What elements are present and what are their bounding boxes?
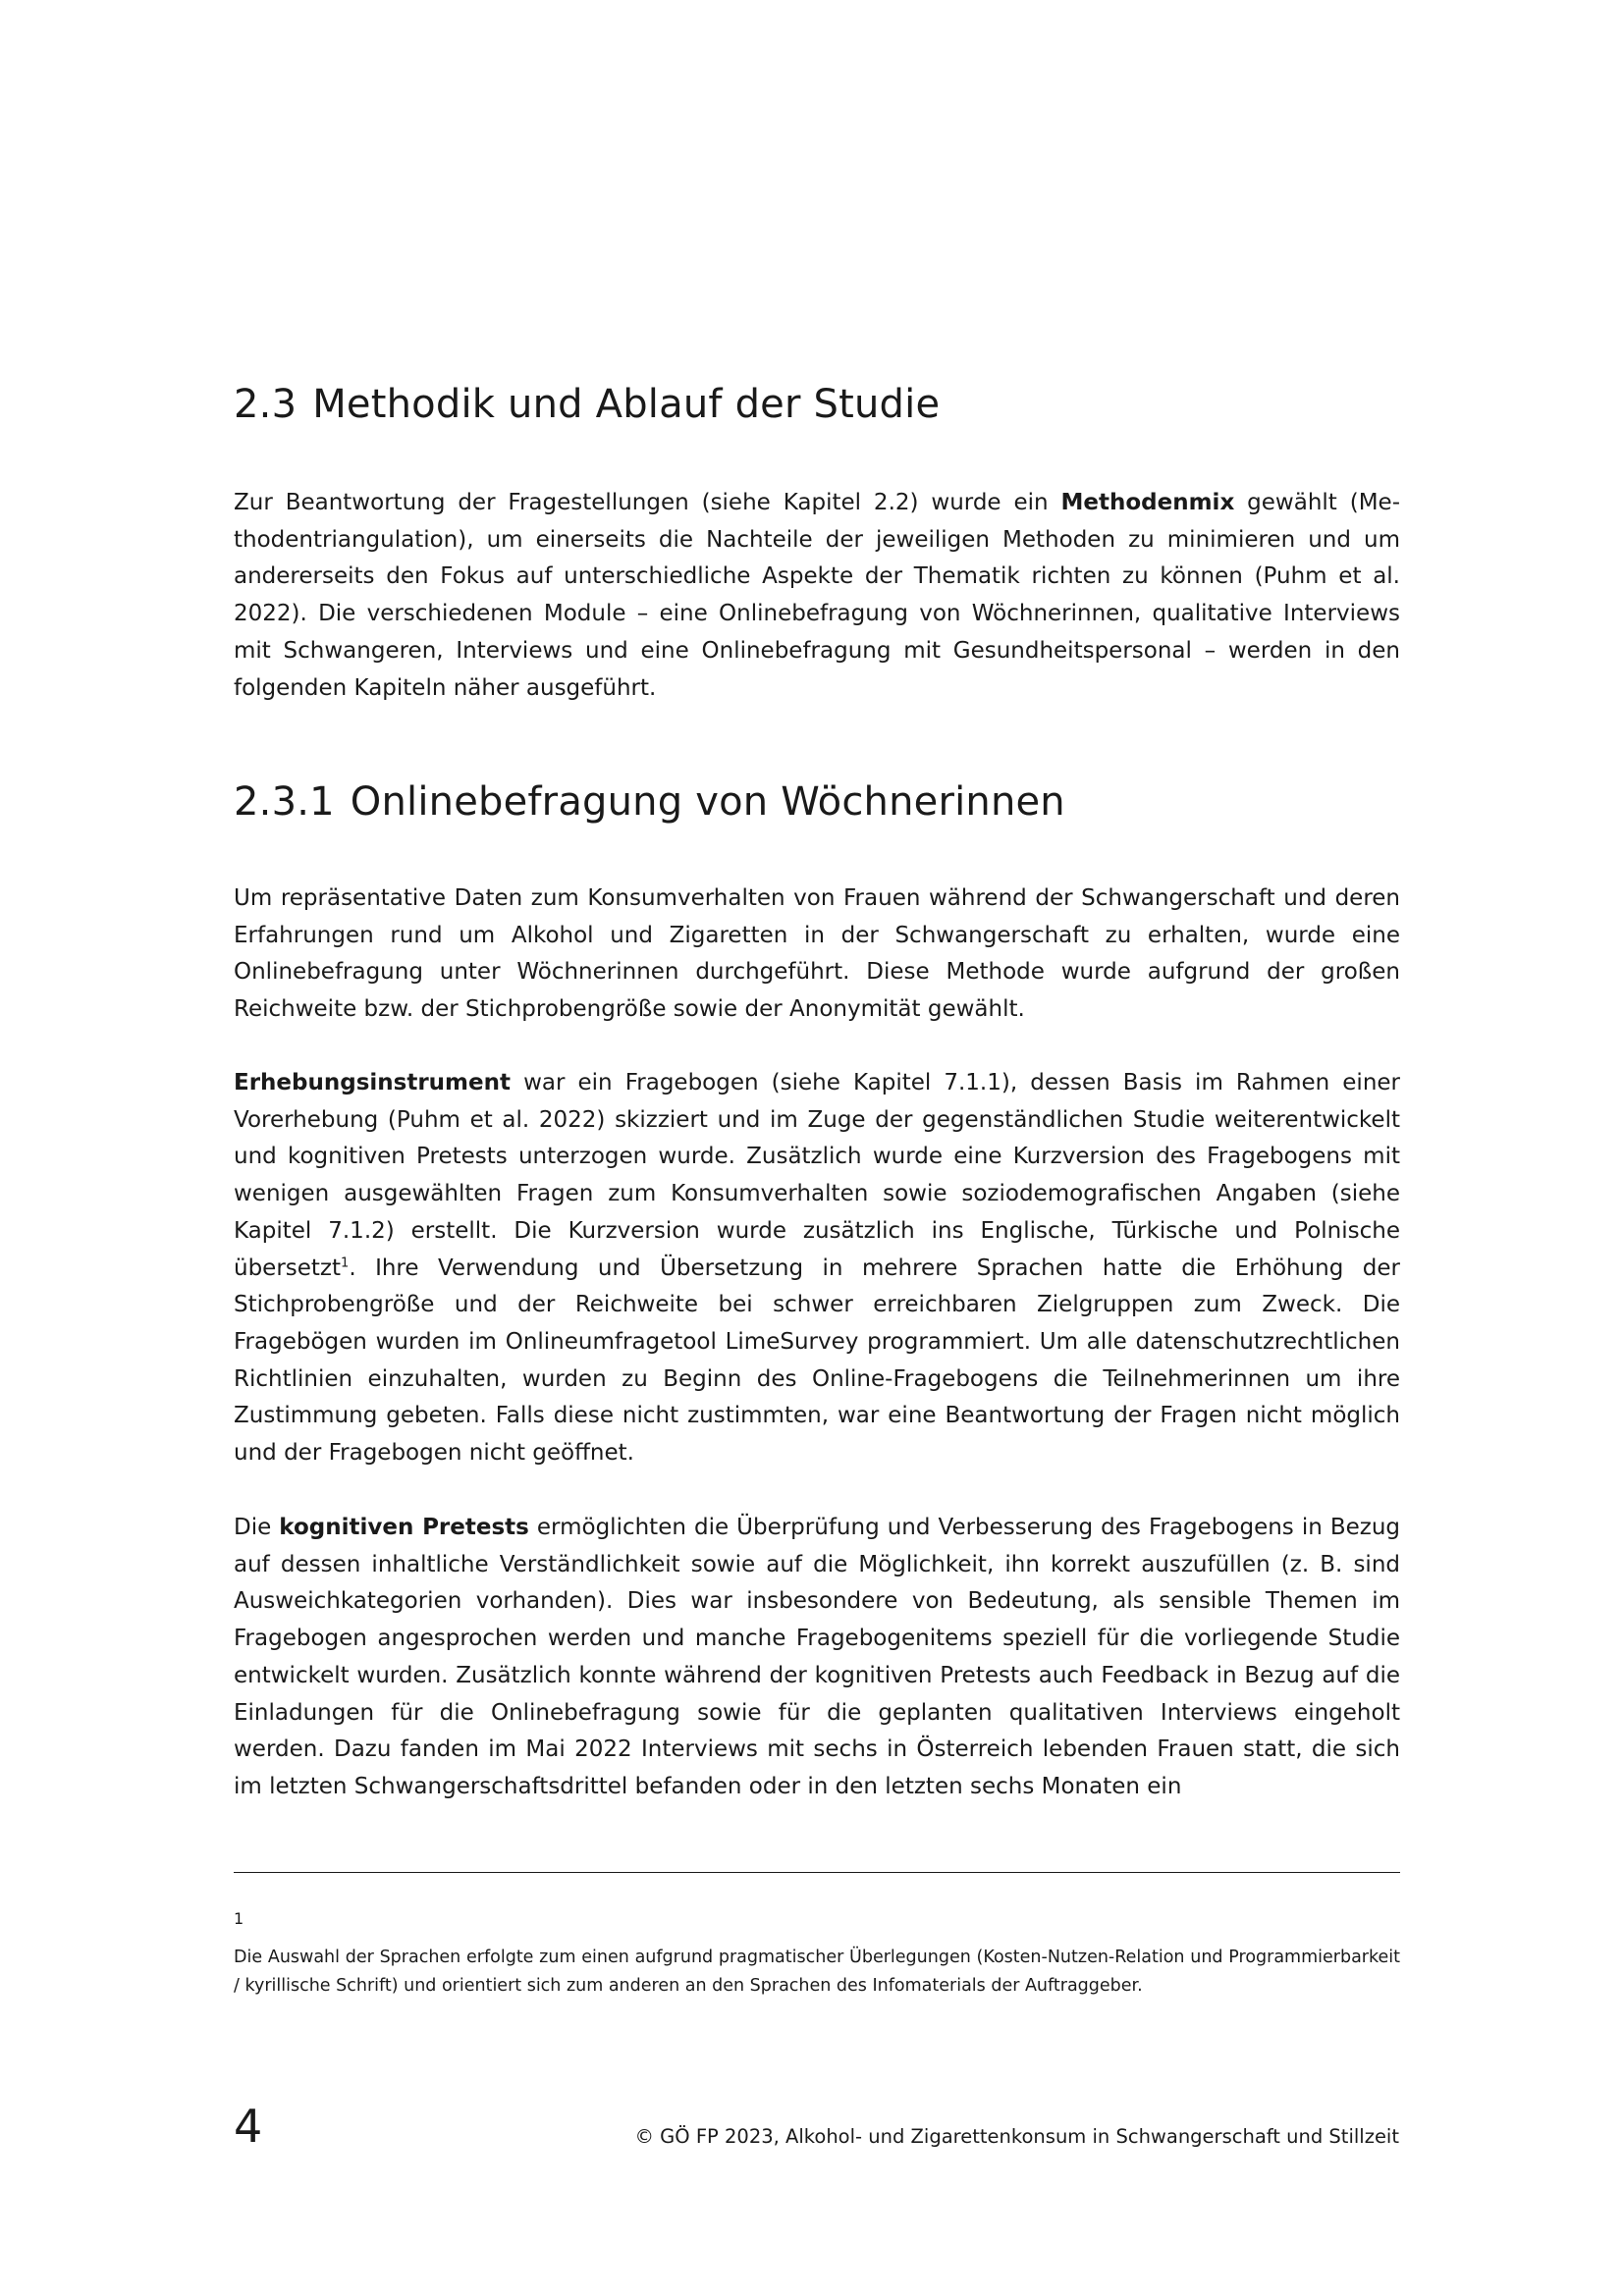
page-number: 4 (234, 2100, 263, 2153)
paragraph-methodenmix (234, 485, 1400, 707)
bold-term-methodenmix: Methodenmix (1060, 490, 1235, 515)
footnote-reference[interactable]: 1 (341, 1255, 350, 1270)
text-run: Zur Beantwortung der Fragestellungen (siehe Kapitel 2.2) wurde ein (234, 490, 1061, 515)
footnote-text: Die Auswahl der Sprachen erfolgte zum einen aufgrund pragmatischer Überlegungen (Kosten-Nutzen-Relation und Programmierbarkeit / kyrillische Schrift) und orientiert sich zum anderen an den Sprachen des Infomaterials der Auftraggeber. (234, 1948, 1400, 1996)
section-number: 2.3 (234, 382, 298, 427)
bold-term-erhebungsinstrument: Erhebungsinstrument (234, 1070, 511, 1095)
section-heading-2-3-1 (234, 778, 1065, 826)
section-title: Onlinebefragung von Wöchnerinnen (350, 779, 1065, 825)
text-run: war ein Fragebogen (siehe Kapitel 7.1.1), dessen Basis im Rahmen einer Vorerhebung (Puhm et al. 2022) skizziert und im Zuge der gegenständlichen Studie weiterentwickelt und kognitiven Pretests unterzogen wurde. Zusätzlich wurde eine Kurzversion des Fragebogens mit wenigen ausgewählten Fragen zum Konsumverhalten sowie soziodemografischen Angaben (siehe Kapitel 7.1.2) erstellt. Die Kurzversion wurde zusätzlich ins Englische, Türkische und Polnische übersetzt (234, 1070, 1400, 1281)
text-run: ermöglichten die Überprüfung und Verbesserung des Fragebogens in Bezug auf dessen inhaltliche Verständlichkeit sowie auf die Möglichkeit, ihn korrekt auszufüllen (z. B. sind Ausweichkategorien vorhanden). Dies war insbesondere von Bedeutung, als sensible Themen im Fragebogen angesprochen werden und manche Fragebogenitems speziell für die vorliegende Studie entwickelt wurden. Zusätzlich konnte während der kognitiven Pretests auch Feedback in Bezug auf die Einladungen für die Onlinebefragung sowie für die geplanten qualitativen Interviews eingeholt werden. Dazu fanden im Mai 2022 Interviews mit sechs in Österreich lebenden Frauen statt, die sich im letzten Schwangerschaftsdrittel befanden oder in den letzten sechs Monaten ein (234, 1515, 1401, 1799)
section-number: 2.3.1 (234, 779, 335, 825)
paragraph-representative-data: Um repräsentative Daten zum Konsumverhalten von Frauen während der Schwangerschaft und deren Erfahrungen rund um Alkohol und Zigaretten in der Schwangerschaft zu erhalten, wurde eine Onlinebefragung unter Wöchnerinnen durchgeführt. Diese Methode wurde aufgrund der großen Reichweite bzw. der Stichprobengröße sowie der Anonymität gewählt. (234, 885, 1400, 1023)
text-run: gewählt (Methodentriangulation), um einerseits die Nachteile der jeweiligen Methoden zu minimieren und um andererseits den Fokus auf unterschiedliche Aspekte der Thematik richten zu können (Puhm et al. 2022). Die verschiedenen Module – eine Onlinebefragung von Wöchnerinnen, qualitative Interviews mit Schwangeren, Interviews und eine Onlinebefragung mit Gesundheitspersonal – werden in den folgenden Kapiteln näher ausgeführt. (234, 490, 1401, 701)
text-run: . Ihre Verwendung und Übersetzung in mehrere Sprachen hatte die Erhöhung der Stichprobengröße und der Reichweite bei schwer erreichbaren Zielgruppen zum Zweck. Die Fragebögen wurden im Onlineumfragetool LimeSurvey programmiert. Um alle datenschutzrechtlichen Richtlinien einzuhalten, wurden zu Beginn des Online-Fragebogens die Teilnehmerinnen um ihre Zustimmung gebeten. Falls diese nicht zustimmten, war eine Beantwortung der Fragen nicht möglich und der Fragebogen nicht geöffnet. (234, 1255, 1400, 1467)
footnote-divider (234, 1872, 1400, 1873)
running-footer: © GÖ FP 2023, Alkohol- und Zigarettenkonsum in Schwangerschaft und Stillzeit (634, 2125, 1399, 2148)
text-run: Die (234, 1515, 280, 1540)
paragraph-kognitive-pretests (234, 1510, 1400, 1806)
section-heading-2-3 (234, 381, 940, 428)
footnote-number: 1 (234, 1909, 244, 1928)
bold-term-kognitive-pretests: kognitiven Pretests (279, 1515, 529, 1540)
section-title: Methodik und Ablauf der Studie (312, 382, 941, 427)
paragraph-erhebungsinstrument (234, 1065, 1400, 1472)
